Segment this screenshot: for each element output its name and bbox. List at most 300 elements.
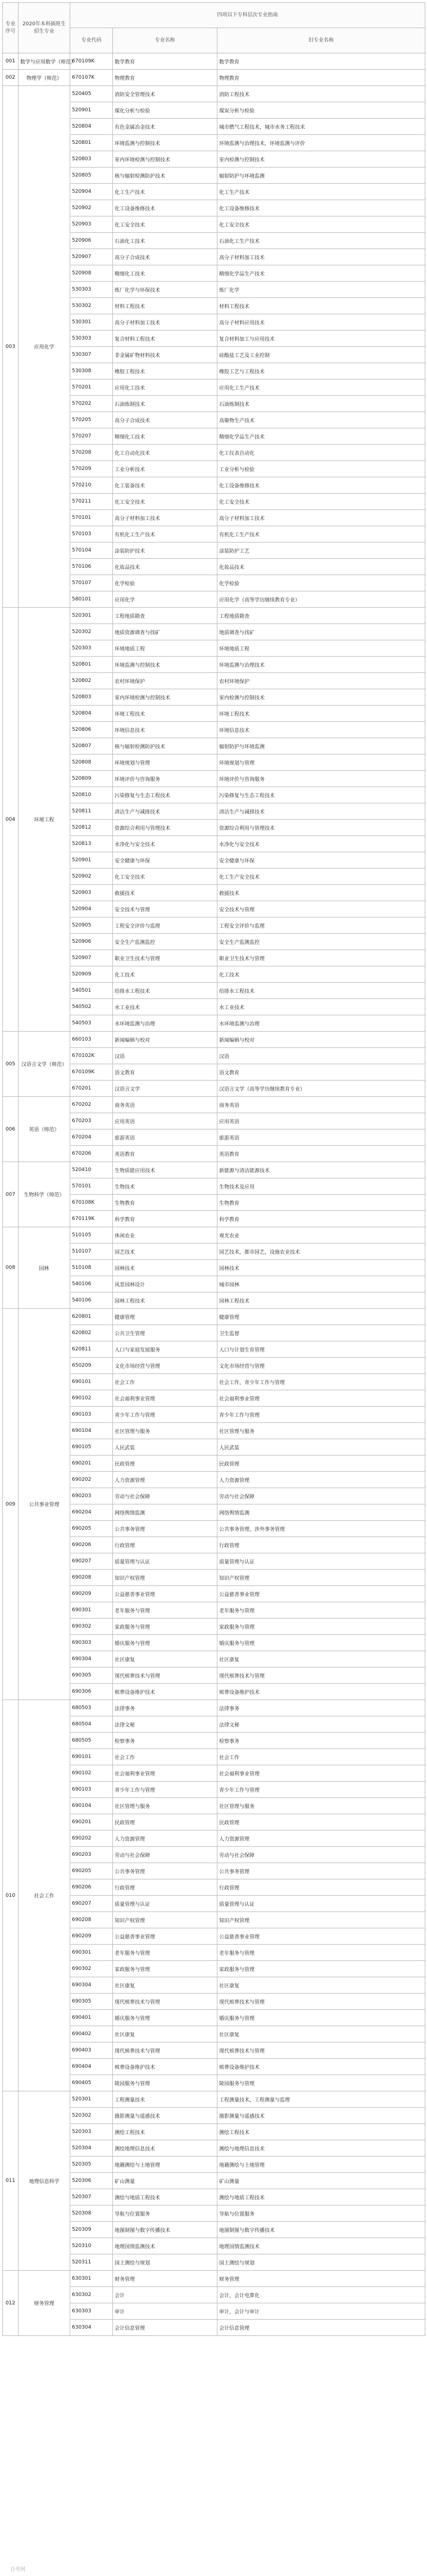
table-row (3, 1162, 425, 1178)
old-name-cell: 现代殡葬技术与管理 (217, 1994, 425, 2010)
code-cell: 690103 (70, 1407, 113, 1423)
name-cell: 殡葬设备维护技术 (113, 1684, 217, 1700)
code-cell: 690206 (70, 1879, 113, 1896)
code-cell: 530301 (70, 314, 113, 331)
code-cell: 520804 (70, 706, 113, 722)
old-name-cell: 商务英语 (217, 1097, 425, 1113)
table-row (3, 1032, 425, 1048)
old-name-cell: 材料工程技术 (217, 298, 425, 314)
name-cell: 环境监测与控制技术 (113, 657, 217, 673)
code-cell: 520303 (70, 2124, 113, 2140)
code-cell: 680503 (70, 1700, 113, 1716)
name-cell: 化工安全技术 (113, 494, 217, 510)
old-name-cell: 工程安全评价与监理 (217, 918, 425, 934)
code-cell: 520311 (70, 2254, 113, 2271)
code-cell: 520802 (70, 673, 113, 689)
major-seq-cell: 008 (3, 1227, 19, 1309)
old-name-header: 旧专业名称 (217, 28, 425, 53)
old-name-cell: 公共事务管理，涉外事务管理 (217, 1521, 425, 1537)
code-cell: 690202 (70, 1831, 113, 1847)
old-name-cell: 劳动与社会保障 (217, 1847, 425, 1863)
old-name-cell: 园林技术 (217, 1260, 425, 1276)
table-row (3, 1227, 425, 1244)
code-cell: 520405 (70, 86, 113, 102)
old-name-cell: 测绘与地质工程技术 (217, 2189, 425, 2206)
name-cell: 非金属矿物材料技术 (113, 347, 217, 363)
code-cell: 690101 (70, 1749, 113, 1765)
major-name-cell: 公共事业管理 (19, 1309, 70, 1700)
code-cell: 690102 (70, 1390, 113, 1407)
code-cell: 690305 (70, 1994, 113, 2010)
code-cell: 690203 (70, 1847, 113, 1863)
code-cell: 670201 (70, 1081, 113, 1097)
name-cell: 生物教育 (113, 1195, 217, 1211)
code-cell: 630301 (70, 2271, 113, 2287)
name-cell: 陵园服务与管理 (113, 2075, 217, 2091)
name-cell: 涂装防护技术 (113, 543, 217, 559)
old-name-cell: 汉语 (217, 1048, 425, 1064)
name-cell: 英语教育 (113, 1146, 217, 1162)
old-name-cell: 公益慈善事业管理 (217, 1928, 425, 1945)
old-name-cell: 环境信息技术 (217, 722, 425, 738)
code-cell: 690102 (70, 1765, 113, 1782)
old-name-cell: 有机化工生产技术 (217, 526, 425, 543)
old-name-cell: 生物教育 (217, 1195, 425, 1211)
old-name-cell: 应用化工生产技术 (217, 379, 425, 396)
name-cell: 水净化与安全技术 (113, 836, 217, 852)
old-name-cell: 陵园服务与管理 (217, 2075, 425, 2091)
code-cell: 690403 (70, 2042, 113, 2059)
major-seq-cell: 004 (3, 608, 19, 1032)
name-cell: 高分子材料加工技术 (113, 510, 217, 526)
name-cell: 炼厂化学与环保技术 (113, 282, 217, 298)
old-name-cell: 安全技术与管理 (217, 901, 425, 918)
code-cell: 690304 (70, 1977, 113, 1994)
major-header: 2020年本科插班生招生专业 (19, 3, 70, 53)
name-cell: 社会福利事业管理 (113, 1765, 217, 1782)
major-name-cell: 物理学（师范） (19, 70, 70, 86)
major-seq-cell: 002 (3, 70, 19, 86)
old-name-cell: 安全生产监测监控 (217, 934, 425, 950)
code-cell: 520303 (70, 640, 113, 657)
watermark: 自考网 (10, 2567, 26, 2573)
name-cell: 高分子合成技术 (113, 412, 217, 428)
code-cell: 520307 (70, 2189, 113, 2206)
old-name-cell: 社会福利事业管理 (217, 1765, 425, 1782)
code-cell: 520301 (70, 608, 113, 624)
name-cell: 会计信息管理 (113, 2320, 217, 2336)
code-cell: 670202 (70, 1097, 113, 1113)
name-cell: 工程地质勘查 (113, 608, 217, 624)
name-cell: 应用化工技术 (113, 379, 217, 396)
code-cell: 520902 (70, 869, 113, 885)
old-name-cell: 园林工程技术 (217, 1292, 425, 1309)
table-row (3, 70, 425, 86)
name-cell: 现代殡葬技术与管理 (113, 1994, 217, 2010)
code-cell: 690404 (70, 2059, 113, 2075)
code-cell: 570209 (70, 461, 113, 477)
old-name-cell: 职业卫生技术与管理 (217, 950, 425, 966)
name-cell: 社区管理与服务 (113, 1423, 217, 1439)
old-name-cell: 语文教育 (217, 1064, 425, 1081)
code-cell: 670119K (70, 1211, 113, 1227)
old-name-cell: 网络舆情监测 (217, 1504, 425, 1521)
name-cell: 地籍测绘与土地管理 (113, 2157, 217, 2173)
major-name-cell: 应用化学 (19, 86, 70, 608)
old-name-cell: 应用英语 (217, 1113, 425, 1129)
old-name-cell: 应用化学（高等学历继续教育专业） (217, 591, 425, 608)
old-name-cell: 化学检验 (217, 575, 425, 591)
code-cell: 530307 (70, 347, 113, 363)
code-cell: 520410 (70, 1162, 113, 1178)
name-cell: 测绘工程技术 (113, 2124, 217, 2140)
code-cell: 690204 (70, 1504, 113, 1521)
old-name-cell: 工业分析与检验 (217, 461, 425, 477)
code-cell: 570210 (70, 477, 113, 494)
code-cell: 520304 (70, 2140, 113, 2157)
name-cell: 测绘地理信息技术 (113, 2140, 217, 2157)
code-cell: 510108 (70, 1260, 113, 1276)
code-cell: 690201 (70, 1456, 113, 1472)
name-cell: 民政管理 (113, 1814, 217, 1831)
code-cell: 620811 (70, 1341, 113, 1358)
code-cell: 510107 (70, 1244, 113, 1260)
code-cell: 520904 (70, 184, 113, 200)
code-cell: 570202 (70, 396, 113, 412)
old-name-cell: 公共事务管理 (217, 1863, 425, 1879)
code-cell: 570201 (70, 379, 113, 396)
code-cell: 670204 (70, 1129, 113, 1146)
code-cell: 570211 (70, 494, 113, 510)
code-cell: 670102K (70, 1048, 113, 1064)
code-cell: 520908 (70, 265, 113, 282)
old-name-cell: 会计信息管理 (217, 2320, 425, 2336)
code-cell: 570207 (70, 428, 113, 445)
old-name-cell: 精细化学品生产技术 (217, 265, 425, 282)
name-cell: 环境地质工程 (113, 640, 217, 657)
old-name-cell: 化妆品技术 (217, 559, 425, 575)
old-name-cell: 矿山测量 (217, 2173, 425, 2189)
code-cell: 520901 (70, 852, 113, 869)
code-cell: 690207 (70, 1896, 113, 1912)
old-name-cell: 老年服务与管理 (217, 1945, 425, 1961)
old-name-cell: 民政管理 (217, 1814, 425, 1831)
name-cell: 知识产权管理 (113, 1912, 217, 1928)
code-cell: 690203 (70, 1488, 113, 1504)
old-name-cell: 地质调查与找矿 (217, 624, 425, 640)
old-name-cell: 高聚物生产技术 (217, 412, 425, 428)
name-cell: 测绘与地质工程技术 (113, 2189, 217, 2206)
name-cell: 高分子材料加工技术 (113, 314, 217, 331)
old-name-cell: 旅游英语 (217, 1129, 425, 1146)
code-cell: 520907 (70, 249, 113, 265)
old-name-cell: 新闻编辑与校对 (217, 1032, 425, 1048)
name-cell: 社会福利事业管理 (113, 1390, 217, 1407)
code-cell: 520813 (70, 836, 113, 852)
code-cell: 690105 (70, 1439, 113, 1456)
old-name-cell: 公益慈善事业管理 (217, 1586, 425, 1602)
name-cell: 婚庆服务与管理 (113, 2010, 217, 2026)
name-cell: 民政管理 (113, 1456, 217, 1472)
old-name-cell: 殡葬设备维护技术 (217, 1684, 425, 1700)
old-name-cell: 质量管理与认证 (217, 1553, 425, 1570)
code-cell: 520902 (70, 200, 113, 216)
old-name-cell: 测绘工程技术 (217, 2124, 425, 2140)
name-cell: 商务英语 (113, 1097, 217, 1113)
old-name-cell: 数学教育 (217, 53, 425, 70)
name-cell: 人力资源管理 (113, 1831, 217, 1847)
old-name-cell: 农村环境保护 (217, 673, 425, 689)
old-name-cell: 民政管理 (217, 1456, 425, 1472)
name-cell: 应用化学 (113, 591, 217, 608)
code-cell: 690306 (70, 1684, 113, 1700)
name-cell: 公共事务管理 (113, 1521, 217, 1537)
name-cell: 室内环境检测与控制技术 (113, 689, 217, 706)
code-cell: 520810 (70, 787, 113, 803)
code-cell: 520901 (70, 102, 113, 119)
old-name-cell: 劳动与社会保障 (217, 1488, 425, 1504)
old-name-cell: 辐射防护与环境监测 (217, 168, 425, 184)
code-cell: 690202 (70, 1472, 113, 1488)
name-cell: 室内环境检测与控制技术 (113, 151, 217, 168)
old-name-cell: 社区康复 (217, 1651, 425, 1667)
name-cell: 社区康复 (113, 2026, 217, 2042)
major-name-cell: 财务管理 (19, 2271, 70, 2336)
name-cell: 审计 (113, 2303, 217, 2320)
name-cell: 旅游英语 (113, 1129, 217, 1146)
name-cell: 青少年工作与管理 (113, 1782, 217, 1798)
old-name-cell: 环境规划与管理 (217, 754, 425, 771)
name-cell: 摄影测量与遥感技术 (113, 2108, 217, 2124)
name-cell: 石油炼制技术 (113, 396, 217, 412)
table-row (3, 1700, 425, 1716)
code-cell: 520907 (70, 950, 113, 966)
code-cell: 670107K (70, 70, 113, 86)
name-cell: 社会工作 (113, 1374, 217, 1390)
code-cell: 690104 (70, 1423, 113, 1439)
old-name-cell: 水净化与安全技术 (217, 836, 425, 852)
name-cell: 汉语言文学 (113, 1081, 217, 1097)
name-cell: 公益慈善事业管理 (113, 1928, 217, 1945)
code-cell: 520811 (70, 803, 113, 820)
name-cell: 救援技术 (113, 885, 217, 901)
old-name-cell: 行政管理 (217, 1879, 425, 1896)
name-cell: 法律文秘 (113, 1716, 217, 1733)
code-header: 专业代码 (70, 28, 113, 53)
code-cell: 530302 (70, 298, 113, 314)
old-name-cell: 环境评价与咨询服务 (217, 771, 425, 787)
old-name-cell: 社会工作，青少年工作与管理 (217, 1374, 425, 1390)
name-cell: 精细化工技术 (113, 428, 217, 445)
old-name-cell: 污染修复与生态工程技术 (217, 787, 425, 803)
name-cell: 园林工程技术 (113, 1292, 217, 1309)
name-cell: 老年服务与管理 (113, 1602, 217, 1619)
old-name-cell: 财务管理 (217, 2271, 425, 2287)
old-name-cell: 家政服务与管理 (217, 1961, 425, 1977)
old-name-cell: 社区康复 (217, 2026, 425, 2042)
code-cell: 570101 (70, 1178, 113, 1195)
code-cell: 520803 (70, 151, 113, 168)
code-cell: 520812 (70, 820, 113, 836)
name-cell: 生物质能应用技术 (113, 1162, 217, 1178)
name-cell: 公益慈善事业管理 (113, 1586, 217, 1602)
old-name-cell: 地籍测绘与土地管理 (217, 2157, 425, 2173)
name-cell: 化工生产技术 (113, 184, 217, 200)
major-seq-cell: 007 (3, 1162, 19, 1227)
name-cell: 核与辐射检测防护技术 (113, 738, 217, 754)
old-name-cell: 工程测量技术，工程测量与监理 (217, 2091, 425, 2108)
name-cell: 园艺技术 (113, 1244, 217, 1260)
major-seq-cell: 009 (3, 1309, 19, 1700)
name-cell: 橡胶工程技术 (113, 363, 217, 379)
code-cell: 570101 (70, 510, 113, 526)
name-cell: 物理教育 (113, 70, 217, 86)
old-name-cell: 复合材料加工与应用技术 (217, 331, 425, 347)
name-cell: 工业分析技术 (113, 461, 217, 477)
major-name-cell: 园林 (19, 1227, 70, 1309)
old-name-cell: 化工设备维修技术 (217, 477, 425, 494)
name-cell: 导航与位置服务 (113, 2206, 217, 2222)
name-cell: 现代殡葬技术与管理 (113, 2042, 217, 2059)
old-name-cell: 现代殡葬技术与管理 (217, 1667, 425, 1684)
name-cell: 汉语 (113, 1048, 217, 1064)
name-cell: 公共事务管理 (113, 1863, 217, 1879)
name-cell: 会计 (113, 2287, 217, 2303)
name-cell: 检察事务 (113, 1733, 217, 1749)
code-cell: 690201 (70, 1814, 113, 1831)
name-cell: 水工业技术 (113, 999, 217, 1015)
code-cell: 660103 (70, 1032, 113, 1048)
code-cell: 520807 (70, 738, 113, 754)
major-seq-cell: 010 (3, 1700, 19, 2091)
code-cell: 630302 (70, 2287, 113, 2303)
old-name-cell: 环境地质工程 (217, 640, 425, 657)
name-cell: 质量管理与认证 (113, 1553, 217, 1570)
name-cell: 农村环境保护 (113, 673, 217, 689)
name-cell: 有色金属冶金技术 (113, 119, 217, 135)
major-name-cell: 社会工作 (19, 1700, 70, 2091)
code-cell: 690304 (70, 1651, 113, 1667)
name-cell: 人口与家庭发展服务 (113, 1341, 217, 1358)
old-name-cell: 检察事务 (217, 1733, 425, 1749)
name-cell: 家政服务与管理 (113, 1961, 217, 1977)
name-cell: 核与辐射检测防护技术 (113, 168, 217, 184)
old-name-cell: 法律文秘 (217, 1716, 425, 1733)
table-row (3, 53, 425, 70)
old-name-cell: 婚庆服务与管理 (217, 2010, 425, 2026)
old-name-cell: 环境工程技术 (217, 706, 425, 722)
code-cell: 540501 (70, 983, 113, 999)
old-name-cell: 安全健康与环保 (217, 852, 425, 869)
code-cell: 520804 (70, 119, 113, 135)
old-name-cell: 水环境监测与治理 (217, 1015, 425, 1032)
name-cell: 化工安全技术 (113, 869, 217, 885)
old-name-cell: 摄影测量与遥感技术 (217, 2108, 425, 2124)
code-cell: 690402 (70, 2026, 113, 2042)
old-name-cell: 工程地质勘查 (217, 608, 425, 624)
code-cell: 570104 (70, 543, 113, 559)
name-cell: 化工技术 (113, 966, 217, 983)
old-name-cell: 文化市场经营与管理 (217, 1358, 425, 1374)
old-name-cell: 法律事务 (217, 1700, 425, 1716)
code-cell: 540106 (70, 1276, 113, 1292)
code-cell: 520906 (70, 934, 113, 950)
name-cell: 财务管理 (113, 2271, 217, 2287)
old-name-cell: 救援技术 (217, 885, 425, 901)
name-cell: 煤化分析与检验 (113, 102, 217, 119)
name-cell: 人力资源管理 (113, 1472, 217, 1488)
old-name-cell: 社会福利事业管理 (217, 1390, 425, 1407)
name-cell: 安全技术与管理 (113, 901, 217, 918)
old-name-cell: 现代殡葬技术与管理 (217, 2042, 425, 2059)
old-name-cell: 测绘与地理信息技术 (217, 2140, 425, 2157)
name-cell: 健康管理 (113, 1309, 217, 1325)
table-row (3, 2271, 425, 2287)
table-row (3, 2091, 425, 2108)
name-cell: 社区康复 (113, 1651, 217, 1667)
code-cell: 580101 (70, 591, 113, 608)
code-cell: 520808 (70, 754, 113, 771)
name-cell: 环境规划与管理 (113, 754, 217, 771)
code-cell: 520803 (70, 689, 113, 706)
major-seq-cell: 003 (3, 86, 19, 608)
old-name-cell: 城市燃气工程技术，城市水务工程技术 (217, 119, 425, 135)
old-name-cell: 质量管理与认证 (217, 1896, 425, 1912)
name-cell: 污染修复与生态工程技术 (113, 787, 217, 803)
old-name-cell: 清洁生产与减排技术 (217, 803, 425, 820)
old-name-cell: 社会工作 (217, 1749, 425, 1765)
name-cell: 有机化工生产技术 (113, 526, 217, 543)
old-name-cell: 青少年工作与管理 (217, 1782, 425, 1798)
code-cell: 530303 (70, 282, 113, 298)
old-name-cell: 涂装防护工艺 (217, 543, 425, 559)
code-cell: 520909 (70, 966, 113, 983)
old-name-cell: 环境监测与治理技术 (217, 657, 425, 673)
name-cell: 安全生产监测监控 (113, 934, 217, 950)
name-cell: 工程安全评价与监理 (113, 918, 217, 934)
header-row (3, 3, 425, 28)
old-name-cell: 老年服务与管理 (217, 1602, 425, 1619)
name-cell: 国土测绘与规划 (113, 2254, 217, 2271)
old-name-cell: 生物技术及应用 (217, 1178, 425, 1195)
name-cell: 化工装备技术 (113, 477, 217, 494)
old-name-cell: 导航与位置服务 (217, 2206, 425, 2222)
old-name-cell: 社区管理与服务 (217, 1423, 425, 1439)
name-cell: 社会工作 (113, 1749, 217, 1765)
major-name-cell: 数学与应用数学（师范） (19, 53, 70, 70)
name-cell: 环境监测与控制技术 (113, 135, 217, 151)
code-cell: 690302 (70, 1619, 113, 1635)
code-cell: 540503 (70, 1015, 113, 1032)
code-cell: 690405 (70, 2075, 113, 2091)
code-cell: 520301 (70, 2091, 113, 2108)
name-cell: 劳动与社会保障 (113, 1488, 217, 1504)
name-cell: 人民武装 (113, 1439, 217, 1456)
code-cell: 620802 (70, 1325, 113, 1341)
major-name-cell: 环境工程 (19, 608, 70, 1032)
old-name-cell: 行政管理 (217, 1537, 425, 1553)
name-cell: 矿山测量 (113, 2173, 217, 2189)
old-name-cell: 给排水工程技术 (217, 983, 425, 999)
old-name-cell: 煤炭分析与检验 (217, 102, 425, 119)
old-name-cell: 殡葬设备维护技术 (217, 2059, 425, 2075)
old-name-cell: 知识产权管理 (217, 1912, 425, 1928)
major-name-cell: 生物科学（师范） (19, 1162, 70, 1227)
code-cell: 520904 (70, 901, 113, 918)
code-cell: 520302 (70, 624, 113, 640)
name-cell: 精细化工技术 (113, 265, 217, 282)
code-cell: 520801 (70, 657, 113, 673)
